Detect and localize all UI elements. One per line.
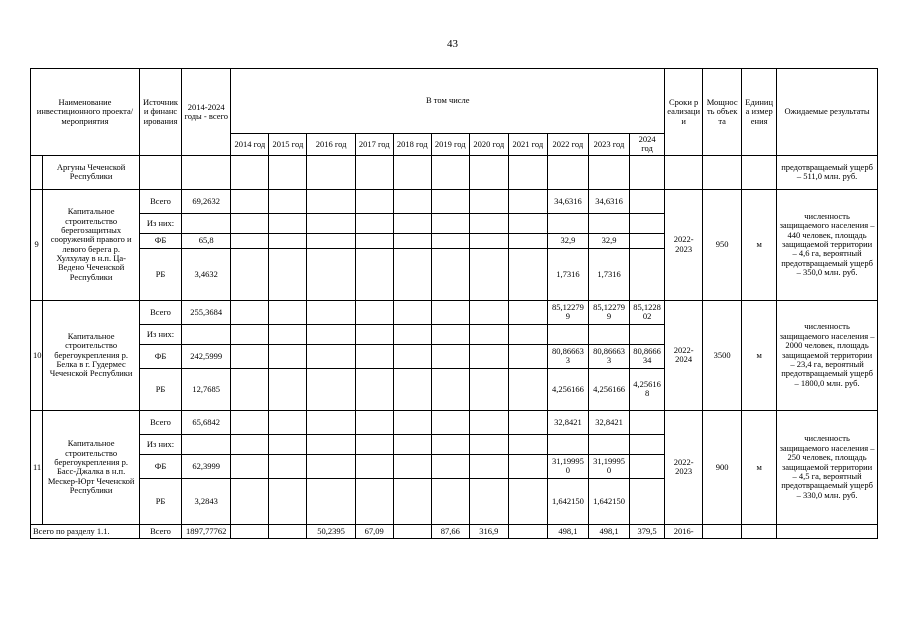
header-year: 2016 год xyxy=(307,134,355,156)
header-year: 2018 год xyxy=(393,134,431,156)
project-index: 9 xyxy=(31,189,43,300)
header-total: 2014-2024 годы - всего xyxy=(182,69,231,156)
investment-projects-table xyxy=(30,68,878,539)
source-cell: Из них: xyxy=(139,434,181,454)
project-result: численность защищаемого населения – 2000 человек, площадь защищаемой территории – 23,4 га, вероятный предотвращаемый ущерб – 1800,0 млн. руб. xyxy=(777,300,878,410)
year-2022-cell: 85,122799 xyxy=(547,300,588,324)
year-2022-cell: 34,6316 xyxy=(547,189,588,213)
year-2023-cell: 1,642150 xyxy=(588,478,629,524)
year-2023-cell: 31,199950 xyxy=(588,454,629,478)
total-cell: 62,3999 xyxy=(182,454,231,478)
year-2024-cell xyxy=(630,410,665,434)
summary-year-cell xyxy=(393,524,431,538)
project-name: Капитальное строительство берегозащитных сооружений правого и левого берега р. Хулхулау в н.п. Ца-Ведено Чеченской Республики xyxy=(43,189,140,300)
table-row xyxy=(31,155,878,189)
project-result: численность защищаемого населения – 440 человек, площадь защищаемой территории – 4,6 га, вероятный предотвращаемый ущерб – 350,0 млн. руб. xyxy=(777,189,878,300)
year-2024-cell: 85,122802 xyxy=(630,300,665,324)
year-2023-cell: 80,866633 xyxy=(588,344,629,368)
source-cell: Из них: xyxy=(139,213,181,233)
source-cell: Всего xyxy=(139,189,181,213)
table-row xyxy=(31,189,878,213)
unit-cell: м xyxy=(742,189,777,300)
year-2022-cell: 32,9 xyxy=(547,233,588,248)
header-year: 2017 год xyxy=(355,134,393,156)
source-cell: РБ xyxy=(139,478,181,524)
summary-year-cell xyxy=(269,524,307,538)
year-2023-cell: 85,122799 xyxy=(588,300,629,324)
summary-year-cell xyxy=(231,524,269,538)
unit-cell: м xyxy=(742,410,777,524)
table-row xyxy=(31,300,878,324)
capacity-cell: 3500 xyxy=(703,300,742,410)
header-year: 2024 год xyxy=(630,134,665,156)
project-index: 10 xyxy=(31,300,43,410)
summary-year-cell: 50,2395 xyxy=(307,524,355,538)
year-2024-cell xyxy=(630,454,665,478)
summary-year-cell xyxy=(508,524,547,538)
summary-label: Всего по разделу 1.1. xyxy=(31,524,140,538)
year-2024-cell: 4,256168 xyxy=(630,368,665,410)
header-terms: Сроки реализации xyxy=(665,69,703,156)
total-cell: 65,8 xyxy=(182,233,231,248)
terms-cell: 2022-2023 xyxy=(665,410,703,524)
year-2022-cell: 80,866633 xyxy=(547,344,588,368)
unit-cell: м xyxy=(742,300,777,410)
year-2022-cell: 1,642150 xyxy=(547,478,588,524)
year-2022-cell: 4,256166 xyxy=(547,368,588,410)
summary-year-cell: 87,66 xyxy=(431,524,469,538)
year-2024-cell xyxy=(630,248,665,300)
year-2023-cell: 4,256166 xyxy=(588,368,629,410)
project-index: 11 xyxy=(31,410,43,524)
source-cell: Из них: xyxy=(139,324,181,344)
header-year: 2015 год xyxy=(269,134,307,156)
source-cell: ФБ xyxy=(139,344,181,368)
header-year: 2019 год xyxy=(431,134,469,156)
year-2023-cell: 32,9 xyxy=(588,233,629,248)
header-results: Ожидаемые результаты xyxy=(777,69,878,156)
year-2023-cell: 34,6316 xyxy=(588,189,629,213)
year-2024-cell: 80,866634 xyxy=(630,344,665,368)
year-2024-cell xyxy=(630,233,665,248)
total-cell: 1897,77762 xyxy=(182,524,231,538)
year-2022-cell: 31,199950 xyxy=(547,454,588,478)
header-source: Источники финансирования xyxy=(139,69,181,156)
header-year: 2023 год xyxy=(588,134,629,156)
header-including: В том числе xyxy=(231,69,665,134)
total-cell: 69,2632 xyxy=(182,189,231,213)
year-2022-cell: 1,7316 xyxy=(547,248,588,300)
terms-cell: 2022-2024 xyxy=(665,300,703,410)
total-cell: 12,7685 xyxy=(182,368,231,410)
source-cell: РБ xyxy=(139,368,181,410)
total-cell: 65,6842 xyxy=(182,410,231,434)
source-cell: Всего xyxy=(139,410,181,434)
summary-row xyxy=(31,524,878,538)
source-cell: Всего xyxy=(139,524,181,538)
project-result: предотвращаемый ущерб – 511,0 млн. руб. xyxy=(777,155,878,189)
header-capacity: Мощность объекта xyxy=(703,69,742,156)
total-cell: 242,5999 xyxy=(182,344,231,368)
year-2023-cell: 1,7316 xyxy=(588,248,629,300)
terms-cell: 2016- xyxy=(665,524,703,538)
summary-year-cell: 316,9 xyxy=(469,524,508,538)
header-year: 2022 год xyxy=(547,134,588,156)
capacity-cell: 900 xyxy=(703,410,742,524)
year-2022-cell: 32,8421 xyxy=(547,410,588,434)
header-year: 2020 год xyxy=(469,134,508,156)
total-cell: 3,4632 xyxy=(182,248,231,300)
source-cell: РБ xyxy=(139,248,181,300)
year-2024-cell xyxy=(630,478,665,524)
total-cell: 3,2843 xyxy=(182,478,231,524)
terms-cell: 2022-2023 xyxy=(665,189,703,300)
total-cell: 255,3684 xyxy=(182,300,231,324)
header-year: 2014 год xyxy=(231,134,269,156)
summary-year-cell: 379,5 xyxy=(630,524,665,538)
header-name: Наименование инвестиционного проекта/мероприятия xyxy=(31,69,140,156)
page-number: 43 xyxy=(447,38,458,50)
source-cell: ФБ xyxy=(139,233,181,248)
table-row xyxy=(31,410,878,434)
header-year: 2021 год xyxy=(508,134,547,156)
year-2023-cell: 32,8421 xyxy=(588,410,629,434)
source-cell: ФБ xyxy=(139,454,181,478)
source-cell: Всего xyxy=(139,300,181,324)
year-2024-cell xyxy=(630,189,665,213)
header-unit: Единица измерения xyxy=(742,69,777,156)
capacity-cell: 950 xyxy=(703,189,742,300)
summary-year-cell: 67,09 xyxy=(355,524,393,538)
project-name: Аргуны Чеченской Республики xyxy=(43,155,140,189)
project-name: Капитальное строительство берегоукрепления р. Басс-Джалка в н.п. Мескер-Юрт Чеченской Республики xyxy=(43,410,140,524)
project-result: численность защищаемого населения – 250 человек, площадь защищаемой территории – 4,5 га, вероятный предотвращаемый ущерб – 330,0 млн. руб. xyxy=(777,410,878,524)
summary-year-cell: 498,1 xyxy=(588,524,629,538)
summary-year-cell: 498,1 xyxy=(547,524,588,538)
project-name: Капитальное строительство берегоукрепления р. Белка в г. Гудермес Чеченской Республики xyxy=(43,300,140,410)
